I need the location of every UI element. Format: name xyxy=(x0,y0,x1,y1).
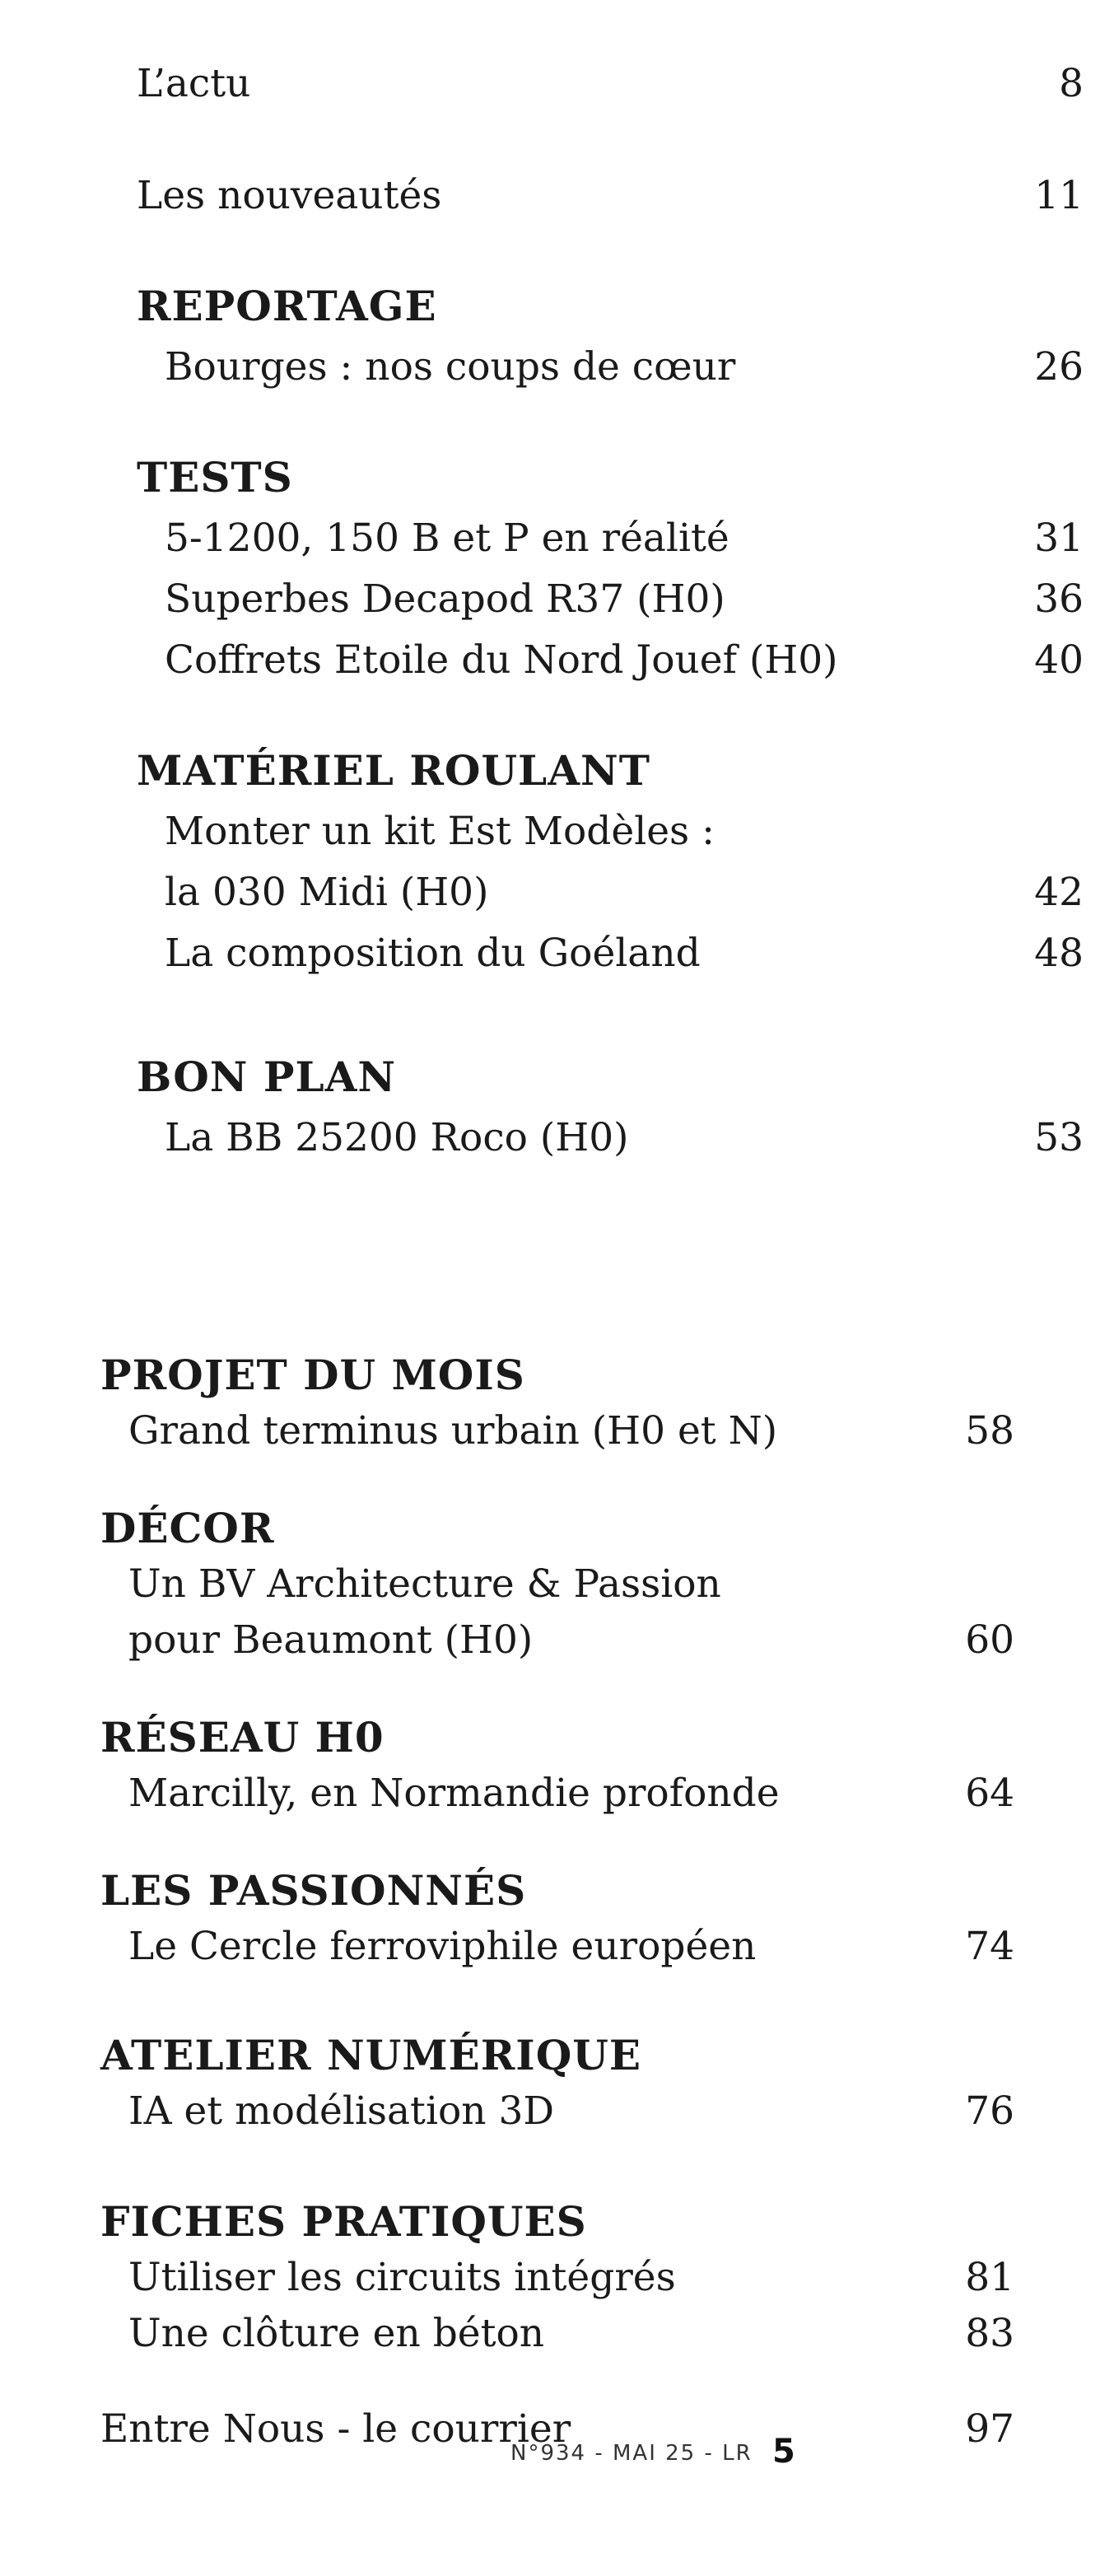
toc-entry-title: Marcilly, en Normandie profonde xyxy=(128,1771,780,1816)
toc-entry-title: Entre Nous - le courrier xyxy=(100,2406,571,2452)
toc-entry-page: 36 xyxy=(1034,576,1084,622)
toc-entry-page: 11 xyxy=(1034,173,1084,218)
toc-entry-title: La composition du Goéland xyxy=(165,931,701,976)
toc-entry-title: Coffrets Etoile du Nord Jouef (H0) xyxy=(165,637,838,683)
section-heading-reseau-h0: RÉSEAU H0 xyxy=(100,1713,385,1762)
toc-entry-title: Le Cercle ferroviphile européen xyxy=(128,1924,757,1969)
section-heading-projet-du-mois: PROJET DU MOIS xyxy=(100,1351,525,1399)
section-heading-tests: TESTS xyxy=(137,453,293,502)
toc-entry-title: 5-1200, 150 B et P en réalité xyxy=(165,516,729,561)
toc-entry-page: 58 xyxy=(965,1408,1014,1454)
section-heading-decor: DÉCOR xyxy=(100,1504,275,1552)
toc-entry-page: 53 xyxy=(1034,1115,1084,1160)
toc-entry-page: 74 xyxy=(965,1924,1014,1969)
toc-entry-page: 60 xyxy=(965,1617,1014,1663)
toc-entry-page: 97 xyxy=(965,2406,1014,2452)
section-heading-materiel-roulant: MATÉRIEL ROULANT xyxy=(137,746,650,795)
toc-entry-title: Un BV Architecture & Passion xyxy=(128,1561,721,1607)
toc-entry-page: 81 xyxy=(965,2255,1014,2300)
toc-entry-title: Monter un kit Est Modèles : xyxy=(165,809,715,854)
toc-entry-title: Grand terminus urbain (H0 et N) xyxy=(128,1408,778,1454)
toc-entry-page: 42 xyxy=(1034,870,1084,915)
page-footer xyxy=(510,2429,807,2479)
section-heading-reportage: REPORTAGE xyxy=(137,282,437,330)
toc-entry-page: 83 xyxy=(965,2311,1014,2356)
section-heading-atelier-numerique: ATELIER NUMÉRIQUE xyxy=(100,2031,641,2079)
toc-entry-title: la 030 Midi (H0) xyxy=(165,870,489,915)
toc-entry-page: 48 xyxy=(1034,931,1084,976)
toc-entry-title: La BB 25200 Roco (H0) xyxy=(165,1115,629,1160)
toc-entry-page: 26 xyxy=(1034,344,1084,390)
issue-info: N°934 - MAI 25 - LR xyxy=(510,2441,753,2466)
toc-entry-title: L’actu xyxy=(137,61,251,106)
toc-entry-title: IA et modélisation 3D xyxy=(128,2088,555,2134)
toc-entry-page: 76 xyxy=(965,2088,1014,2134)
toc-entry-page: 40 xyxy=(1034,637,1084,683)
section-heading-fiches-pratiques: FICHES PRATIQUES xyxy=(100,2197,587,2246)
toc-entry-title: pour Beaumont (H0) xyxy=(128,1617,534,1663)
toc-entry-page: 31 xyxy=(1034,516,1084,561)
toc-entry-title: Les nouveautés xyxy=(137,173,442,218)
toc-entry-page: 8 xyxy=(1059,61,1084,106)
toc-entry-title: Une clôture en béton xyxy=(128,2311,545,2356)
section-heading-bon-plan: BON PLAN xyxy=(137,1052,397,1101)
toc-entry-title: Superbes Decapod R37 (H0) xyxy=(165,576,725,622)
section-heading-les-passionnes: LES PASSIONNÉS xyxy=(100,1866,527,1915)
toc-entry-title: Bourges : nos coups de cœur xyxy=(165,344,736,390)
toc-entry-page: 64 xyxy=(965,1771,1014,1816)
toc-entry-title: Utiliser les circuits intégrés xyxy=(128,2255,676,2300)
page-number: 5 xyxy=(772,2433,795,2471)
